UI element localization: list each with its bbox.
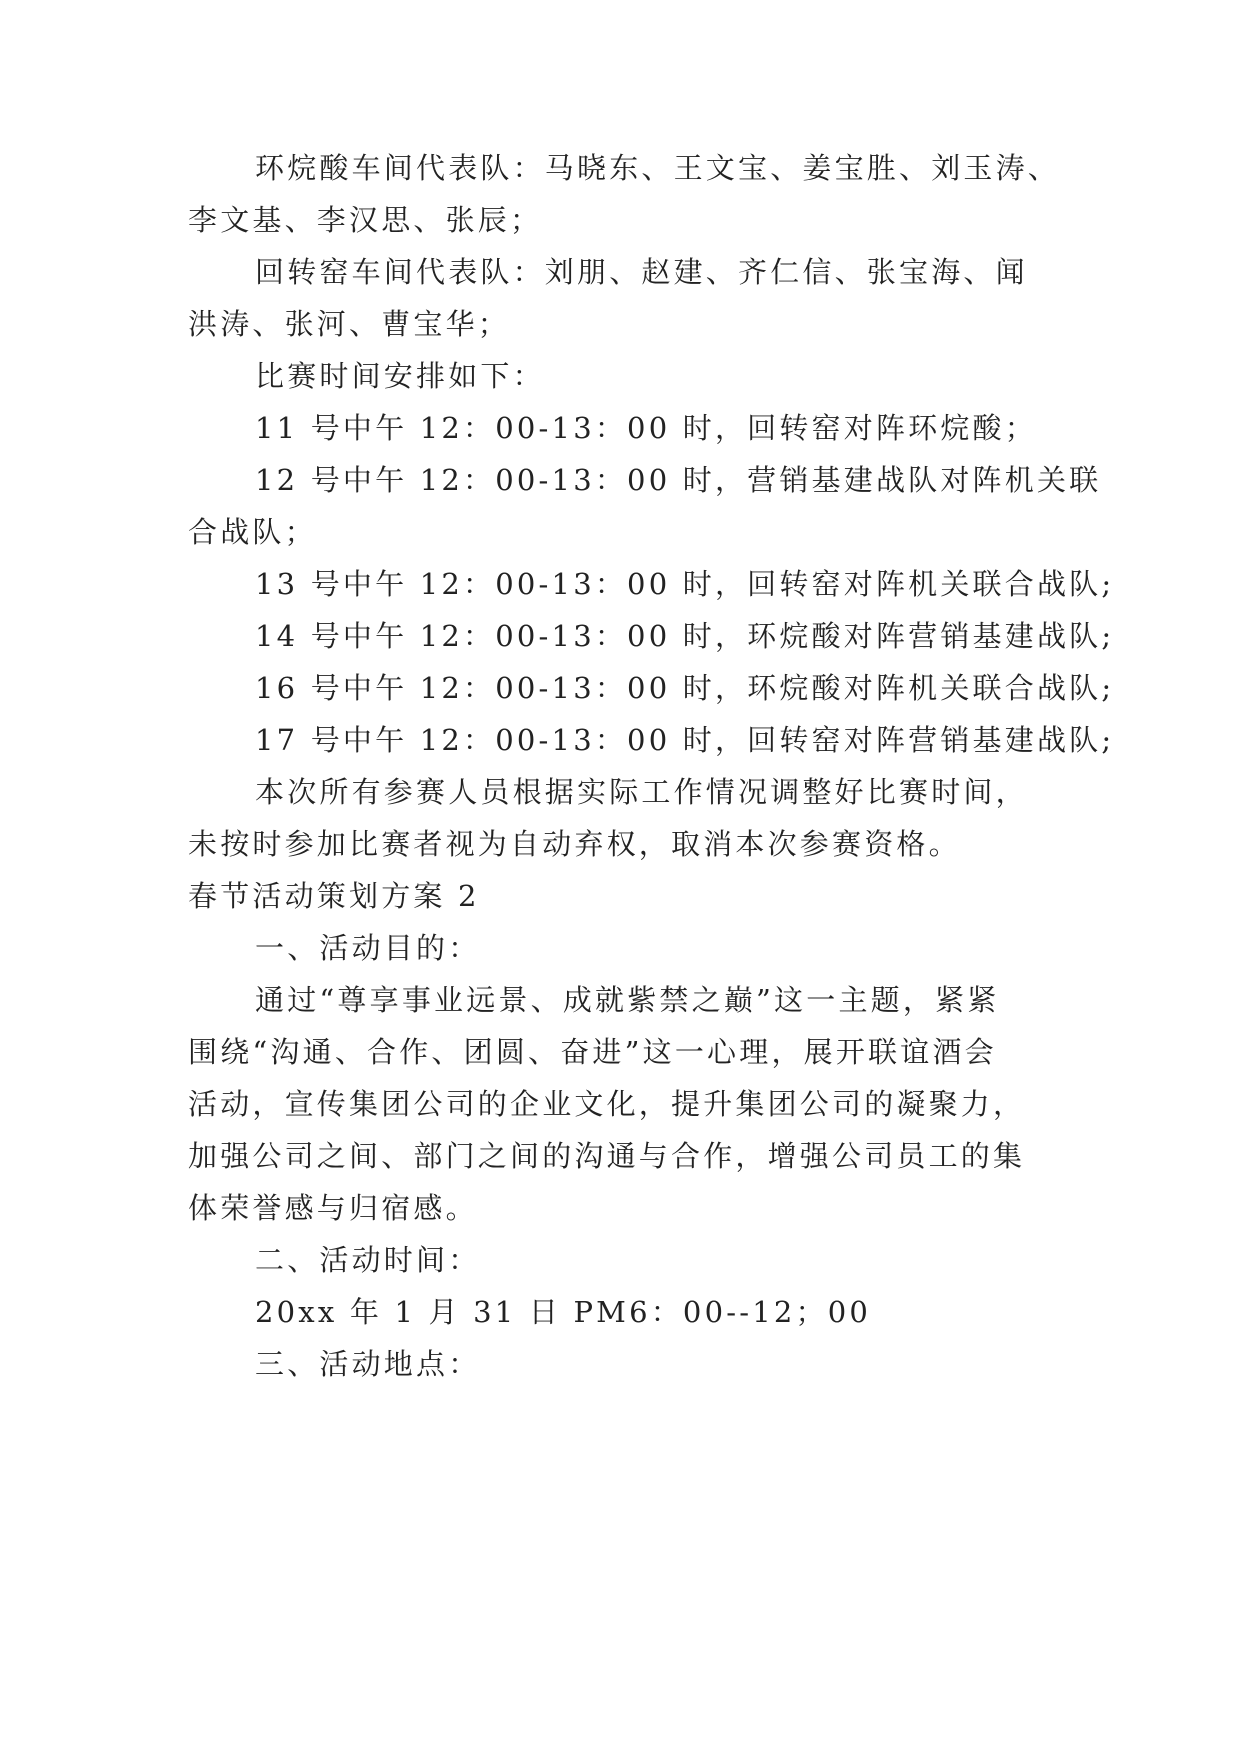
paragraph-line: 合战队；	[188, 515, 317, 549]
paragraph-line: 围绕“沟通、合作、团圆、奋进”这一心理，展开联谊酒会	[188, 1035, 997, 1069]
paragraph-line: 本次所有参赛人员根据实际工作情况调整好比赛时间，	[255, 775, 1028, 809]
paragraph-line: 20xx 年 1 月 31 日 PM6：00--12；00	[255, 1295, 872, 1329]
paragraph-line: 活动，宣传集团公司的企业文化，提升集团公司的凝聚力，	[188, 1087, 1026, 1121]
paragraph-line: 16 号中午 12：00-13：00 时，环烷酸对阵机关联合战队;	[255, 671, 1115, 705]
section-heading: 春节活动策划方案 2	[188, 879, 480, 913]
paragraph-line: 比赛时间安排如下：	[255, 359, 545, 393]
paragraph-line: 13 号中午 12：00-13：00 时，回转窑对阵机关联合战队;	[255, 567, 1115, 601]
paragraph-line: 11 号中午 12：00-13：00 时，回转窑对阵环烷酸；	[255, 411, 1037, 445]
paragraph-line: 一、活动目的：	[255, 931, 481, 965]
paragraph-line: 洪涛、张河、曹宝华；	[188, 307, 511, 341]
paragraph-line: 17 号中午 12：00-13：00 时，回转窑对阵营销基建战队;	[255, 723, 1115, 757]
paragraph-line: 14 号中午 12：00-13：00 时，环烷酸对阵营销基建战队;	[255, 619, 1115, 653]
paragraph-line: 李文基、李汉思、张辰；	[188, 203, 543, 237]
paragraph-line: 二、活动时间：	[255, 1243, 481, 1277]
paragraph-line: 三、活动地点：	[255, 1347, 481, 1381]
paragraph-line: 环烷酸车间代表队：马晓东、王文宝、姜宝胜、刘玉涛、	[255, 151, 1061, 185]
paragraph-line: 加强公司之间、部门之间的沟通与合作，增强公司员工的集	[188, 1139, 1026, 1173]
paragraph-line: 体荣誉感与归宿感。	[188, 1191, 478, 1225]
paragraph-line: 12 号中午 12：00-13：00 时，营销基建战队对阵机关联	[255, 463, 1102, 497]
paragraph-line: 通过“尊享事业远景、成就紫禁之巅”这一主题，紧紧	[255, 983, 1000, 1017]
paragraph-line: 未按时参加比赛者视为自动弃权，取消本次参赛资格。	[188, 827, 961, 861]
paragraph-line: 回转窑车间代表队：刘朋、赵建、齐仁信、张宝海、闻	[255, 255, 1028, 289]
